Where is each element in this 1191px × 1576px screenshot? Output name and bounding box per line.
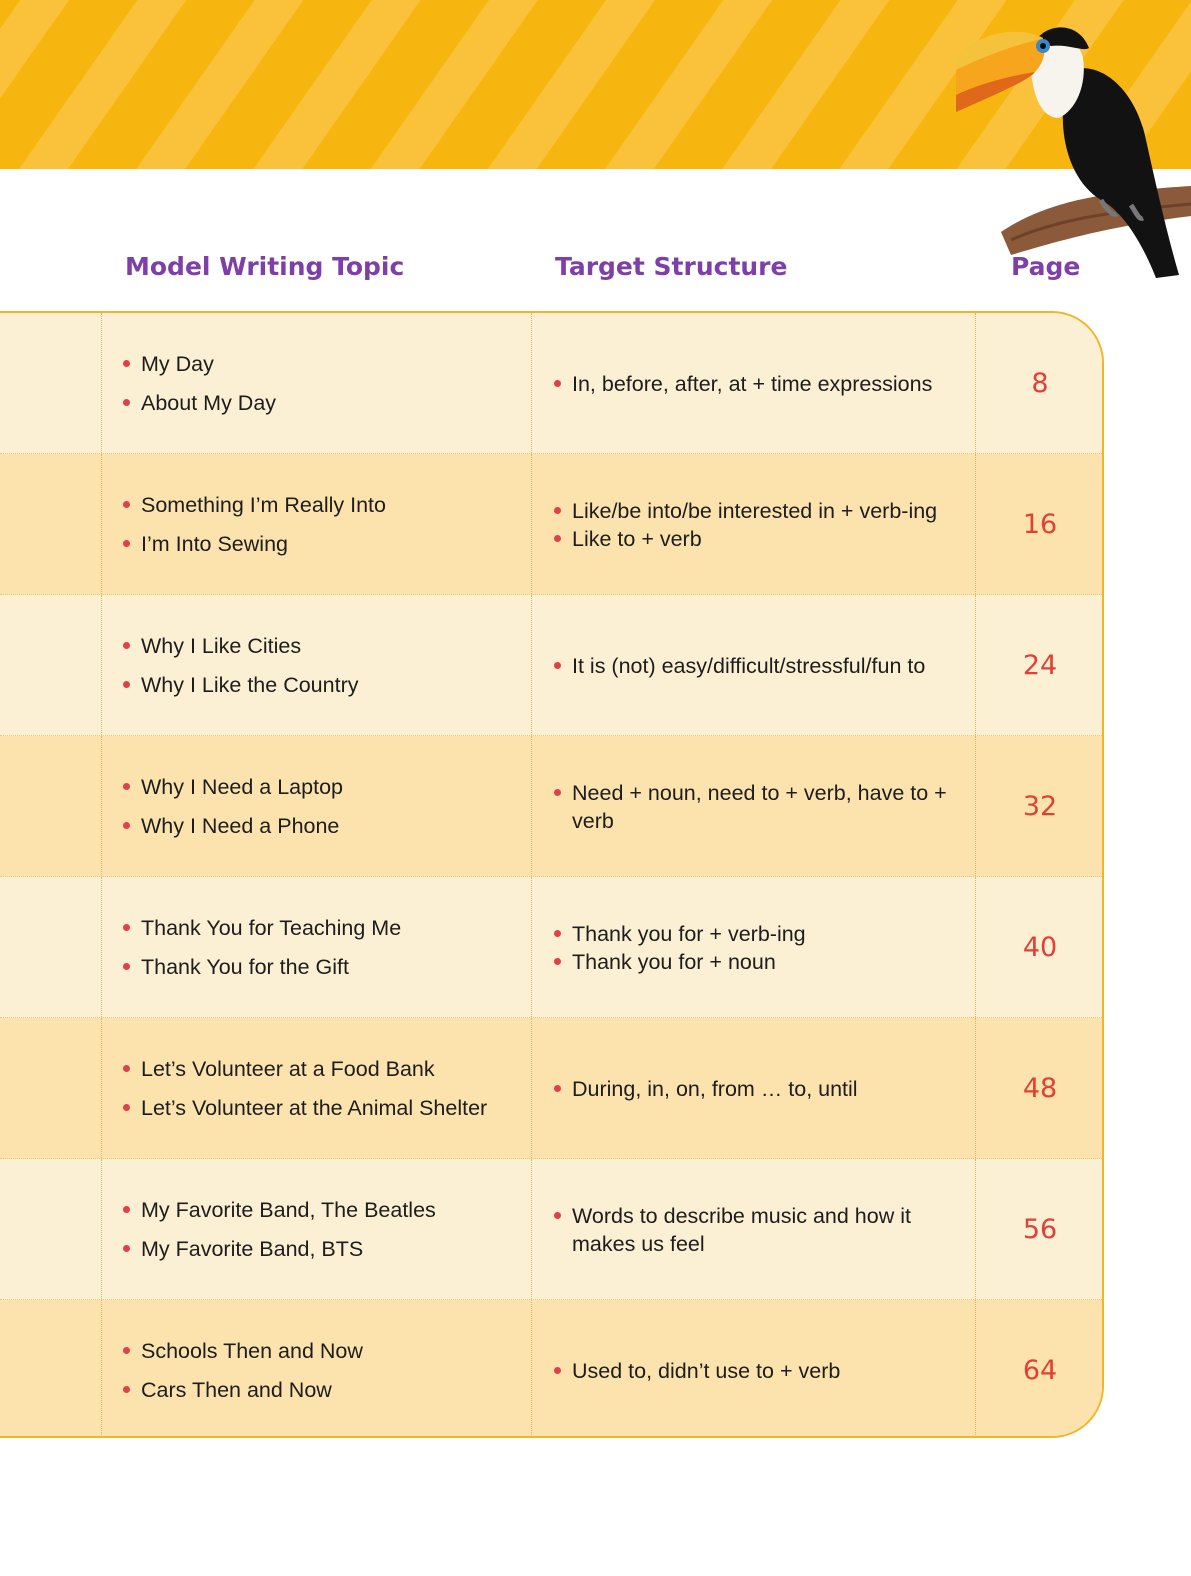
- topic-item: [122, 345, 522, 384]
- table-row: [0, 595, 1104, 736]
- page-number: 32: [1022, 791, 1058, 822]
- topic-item: [122, 1050, 522, 1089]
- topic-item: [122, 1089, 522, 1128]
- column-divider: [101, 313, 102, 453]
- column-divider: [531, 1300, 532, 1438]
- column-divider: [101, 877, 102, 1017]
- topic-cell: [122, 1300, 522, 1438]
- column-divider: [975, 454, 976, 594]
- bullet-icon: [123, 1104, 130, 1111]
- table-row: [0, 313, 1104, 454]
- bullet-icon: [123, 1386, 130, 1393]
- contents-table: [0, 311, 1104, 1438]
- target-text: Like/be into/be interested in + verb-ing: [572, 498, 938, 523]
- bullet-icon: [123, 822, 130, 829]
- target-text: It is (not) easy/difficult/stressful/fun to: [572, 653, 926, 678]
- target-item: [553, 1357, 963, 1385]
- topic-text: My Favorite Band, The Beatles: [141, 1197, 436, 1222]
- topic-text: About My Day: [141, 390, 277, 415]
- topic-item: [122, 948, 522, 987]
- bullet-icon: [123, 501, 130, 508]
- page-cell: [977, 1159, 1103, 1300]
- topic-item: [122, 384, 522, 423]
- column-divider: [101, 1159, 102, 1299]
- bullet-icon: [123, 783, 130, 790]
- topic-text: Thank You for Teaching Me: [141, 915, 402, 940]
- page-cell: [977, 1018, 1103, 1159]
- target-item: [553, 948, 963, 976]
- topic-cell: [122, 454, 522, 595]
- target-cell: [553, 1300, 963, 1438]
- topic-text: Something I’m Really Into: [141, 492, 386, 517]
- page-cell: [977, 1300, 1103, 1438]
- column-divider: [101, 1018, 102, 1158]
- column-divider: [531, 1018, 532, 1158]
- page-number: 48: [1022, 1073, 1058, 1104]
- bullet-icon: [123, 1206, 130, 1213]
- page-number: 40: [1022, 932, 1058, 963]
- page-number: 56: [1022, 1214, 1058, 1245]
- column-divider: [975, 1018, 976, 1158]
- topic-text: Why I Like the Country: [141, 672, 359, 697]
- topic-item: [122, 768, 522, 807]
- target-cell: [553, 454, 963, 595]
- target-cell: [553, 877, 963, 1018]
- topic-item: [122, 909, 522, 948]
- topic-cell: [122, 877, 522, 1018]
- table-row: [0, 736, 1104, 877]
- table-row: [0, 1018, 1104, 1159]
- target-text: Used to, didn’t use to + verb: [572, 1358, 841, 1383]
- bullet-icon: [123, 642, 130, 649]
- topic-cell: [122, 313, 522, 454]
- column-divider: [531, 877, 532, 1017]
- topic-item: [122, 1371, 522, 1410]
- bullet-icon: [554, 380, 561, 387]
- topic-text: My Day: [141, 351, 214, 376]
- topic-item: [122, 525, 522, 564]
- target-text: Need + noun, need to + verb, have to + verb: [572, 780, 947, 833]
- column-divider: [975, 1300, 976, 1438]
- target-item: [553, 525, 963, 553]
- bullet-icon: [554, 1085, 561, 1092]
- bullet-icon: [554, 535, 561, 542]
- topic-text: Cars Then and Now: [141, 1377, 332, 1402]
- column-divider: [101, 736, 102, 876]
- page-number: 16: [1022, 509, 1058, 540]
- topic-text: Let’s Volunteer at the Animal Shelter: [141, 1095, 488, 1120]
- page-number: 8: [1031, 368, 1049, 399]
- column-divider: [101, 595, 102, 735]
- topic-text: Thank You for the Gift: [141, 954, 349, 979]
- bullet-icon: [554, 1367, 561, 1374]
- topic-text: Schools Then and Now: [141, 1338, 363, 1363]
- toucan-image: [951, 0, 1191, 290]
- target-item: [553, 1202, 963, 1258]
- bullet-icon: [123, 1065, 130, 1072]
- column-divider: [531, 313, 532, 453]
- target-text: During, in, on, from … to, until: [572, 1076, 858, 1101]
- page-cell: [977, 595, 1103, 736]
- topic-cell: [122, 1018, 522, 1159]
- target-text: Thank you for + verb-ing: [572, 921, 806, 946]
- topic-text: My Favorite Band, BTS: [141, 1236, 364, 1261]
- page-number: 64: [1022, 1355, 1058, 1386]
- target-text: Thank you for + noun: [572, 949, 776, 974]
- topic-item: [122, 807, 522, 846]
- target-cell: [553, 1018, 963, 1159]
- target-cell: [553, 736, 963, 877]
- column-divider: [531, 595, 532, 735]
- column-divider: [975, 1159, 976, 1299]
- topic-text: Why I Like Cities: [141, 633, 302, 658]
- target-text: Words to describe music and how it makes us feel: [572, 1203, 911, 1256]
- target-text: Like to + verb: [572, 526, 702, 551]
- topic-item: [122, 1332, 522, 1371]
- page-number: 24: [1022, 650, 1058, 681]
- bullet-icon: [554, 1212, 561, 1219]
- page-cell: [977, 877, 1103, 1018]
- column-divider: [975, 877, 976, 1017]
- bullet-icon: [554, 662, 561, 669]
- topic-item: [122, 627, 522, 666]
- column-divider: [531, 454, 532, 594]
- page-cell: [977, 313, 1103, 454]
- target-cell: [553, 1159, 963, 1300]
- topic-cell: [122, 595, 522, 736]
- topic-cell: [122, 736, 522, 877]
- topic-text: I’m Into Sewing: [141, 531, 288, 556]
- bullet-icon: [123, 360, 130, 367]
- bullet-icon: [123, 540, 130, 547]
- bullet-icon: [554, 958, 561, 965]
- page-cell: [977, 454, 1103, 595]
- topic-column-header: Model Writing Topic: [125, 252, 405, 281]
- target-text: In, before, after, at + time expressions: [572, 371, 933, 396]
- topic-text: Why I Need a Laptop: [141, 774, 343, 799]
- column-divider: [975, 736, 976, 876]
- bullet-icon: [554, 930, 561, 937]
- topic-item: [122, 1230, 522, 1269]
- bullet-icon: [123, 681, 130, 688]
- target-cell: [553, 595, 963, 736]
- target-column-header: Target Structure: [555, 252, 788, 281]
- target-item: [553, 652, 963, 680]
- page-column-header: Page: [1011, 252, 1081, 281]
- target-item: [553, 497, 963, 525]
- target-item: [553, 370, 963, 398]
- topic-item: [122, 666, 522, 705]
- topic-text: Why I Need a Phone: [141, 813, 340, 838]
- bullet-icon: [123, 924, 130, 931]
- column-divider: [531, 736, 532, 876]
- topic-item: [122, 486, 522, 525]
- bullet-icon: [123, 1347, 130, 1354]
- target-item: [553, 779, 963, 835]
- bullet-icon: [123, 399, 130, 406]
- topic-cell: [122, 1159, 522, 1300]
- target-item: [553, 1075, 963, 1103]
- column-divider: [531, 1159, 532, 1299]
- bullet-icon: [554, 789, 561, 796]
- column-divider: [101, 454, 102, 594]
- table-row: [0, 454, 1104, 595]
- table-row: [0, 1159, 1104, 1300]
- bullet-icon: [554, 507, 561, 514]
- column-divider: [975, 313, 976, 453]
- bullet-icon: [123, 963, 130, 970]
- column-divider: [975, 595, 976, 735]
- target-cell: [553, 313, 963, 454]
- topic-item: [122, 1191, 522, 1230]
- bullet-icon: [123, 1245, 130, 1252]
- topic-text: Let’s Volunteer at a Food Bank: [141, 1056, 435, 1081]
- target-item: [553, 920, 963, 948]
- column-divider: [101, 1300, 102, 1438]
- page-cell: [977, 736, 1103, 877]
- table-row: [0, 1300, 1104, 1438]
- column-headers: [0, 252, 1191, 302]
- table-row: [0, 877, 1104, 1018]
